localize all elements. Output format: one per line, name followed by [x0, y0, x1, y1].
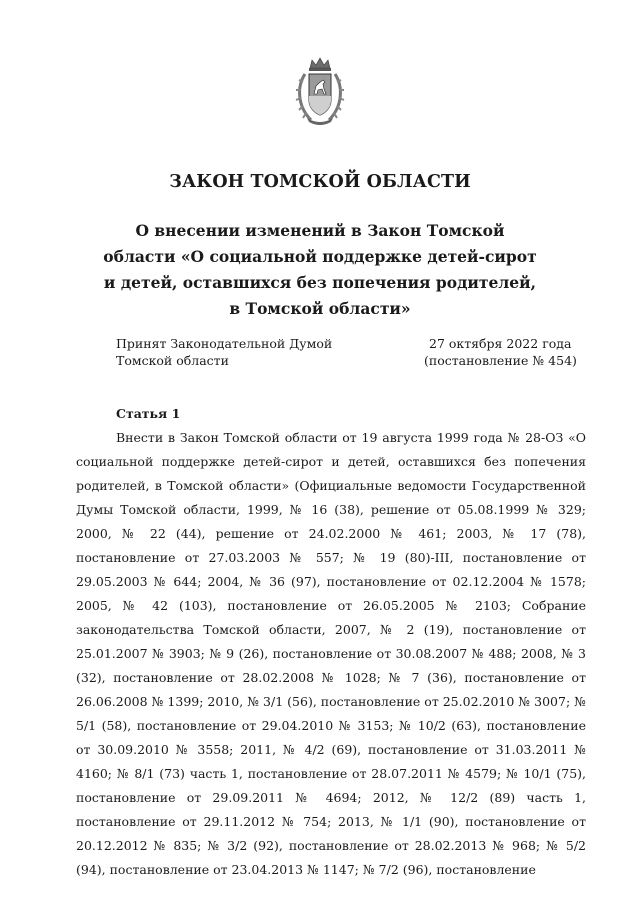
coat-of-arms-icon — [293, 56, 347, 128]
law-subtitle: О внесении изменений в Закон Томской области «О социальной поддержке детей-сирот и детей, оставшихся без попечения родителей, в Томской области» — [103, 221, 537, 318]
adoption-body — [116, 335, 332, 369]
adoption-resolution: (постановление № 454) — [424, 353, 577, 368]
law-title: ЗАКОН ТОМСКОЙ ОБЛАСТИ — [169, 172, 471, 192]
adoption-date: 27 октября 2022 года — [429, 336, 572, 351]
adoption-body-line1: Принят Законодательной Думой — [116, 336, 333, 351]
article-body-text: Внести в Закон Томской области от 19 августа 1999 года № 28-ОЗ «О социальной поддержке детей-сирот и детей, оставшихся без попечения родителей, в Томской области» (Официальные ведомости Государственной Думы Томской области, 1999, № 16 (38), решение от 05.08.1999 № 329; 2000, № 22 (44), решение от 24.02.2000 № 461; 2003, № 17 (78), постановление от 27.03.2003 № 557; № 19 (80)-III, постановление от 29.05.2003 № 644; 2004, № 36 (97), постановление от 02.12.2004 № 1578; 2005, № 42 (103), постановление от 26.05.2005 № 2103; Собрание законодательства Томской области, 2007, № 2 (19), постановление от 25.01.2007 № 3903; № 9 (26), постановление от 30.08.2007 № 488; 2008, № 3 (32), постановление от 28.02.2008 № 1028; № 7 (36), постановление от 26.06.2008 № 1399; 2010, № 3/1 (56), постановление от 25.02.2010 № 3007; № 5/1 (58), постановление от 29.04.2010 № 3153; № 10/2 (63), постановление от 30.09.2010 № 3558; 2011, № 4/2 (69), постановление от 31.03.2011 № 4160; № 8/1 (73) часть 1, постановление от 28.07.2011 № 4579; № 10/1 (75), постановление от 29.09.2011 № 4694; 2012, № 12/2 (89) часть 1, постановление от 29.11.2012 № 754; 2013, № 1/1 (90), постановление от 20.12.2012 № 835; № 3/2 (92), постановление от 28.02.2013 № 968; № 5/2 (94), постановление от 23.04.2013 № 1147; № 7/2 (96), постановление — [76, 430, 586, 877]
adoption-body-line2: Томской области — [116, 353, 229, 368]
article-heading: Статья 1 — [116, 406, 181, 421]
adoption-details — [424, 335, 577, 369]
